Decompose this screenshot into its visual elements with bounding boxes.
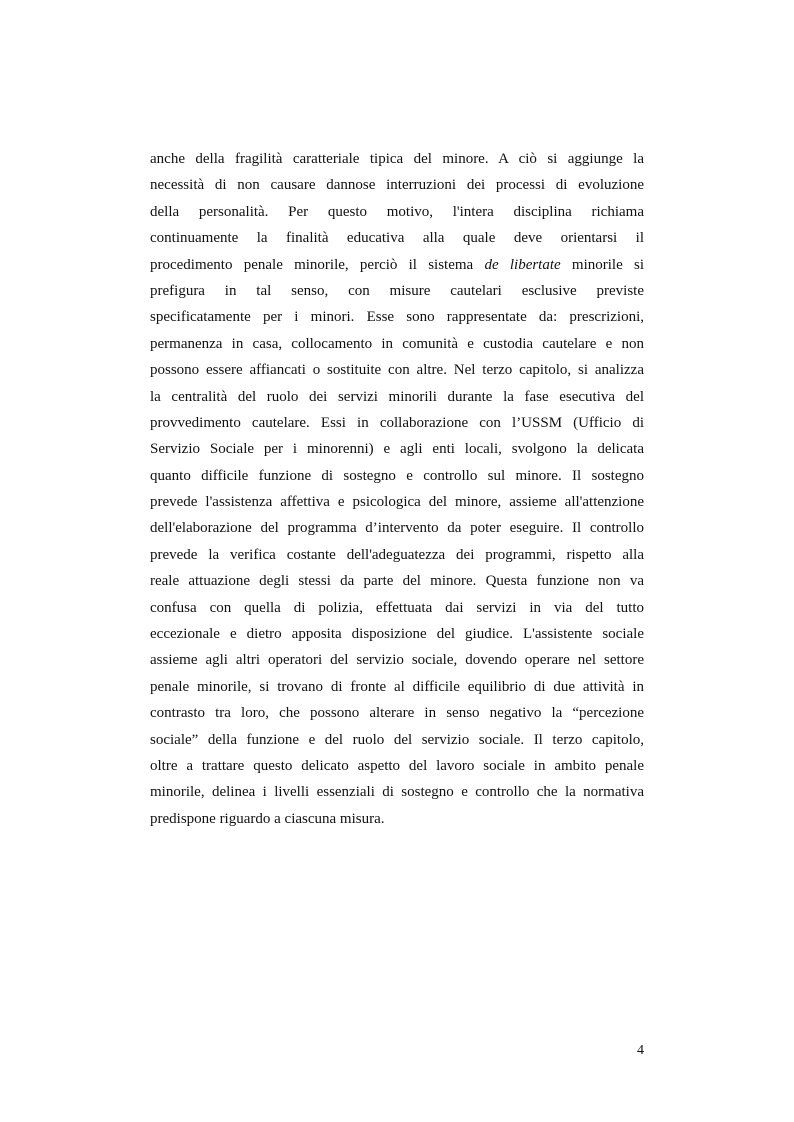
body-paragraph xyxy=(150,146,644,832)
text-line: assieme agli altri operatori del servizio sociale, dovendo operare nel settore xyxy=(150,652,644,669)
text-line: contrasto tra loro, che possono alterare in senso negativo la “percezione xyxy=(150,705,644,722)
text-line: possono essere affiancati o sostituite con altre. Nel terzo capitolo, si analizza xyxy=(150,362,644,379)
text-line-last: predispone riguardo a ciascuna misura. xyxy=(150,810,385,827)
text-line: prevede la verifica costante dell'adeguatezza dei programmi, rispetto alla xyxy=(150,546,644,563)
text-line: prevede l'assistenza affettiva e psicologica del minore, assieme all'attenzione xyxy=(150,494,644,511)
text-line: dell'elaborazione del programma d’intervento da poter eseguire. Il controllo xyxy=(150,520,644,537)
text-line: quanto difficile funzione di sostegno e controllo sul minore. Il sostegno xyxy=(150,467,644,484)
text-line: provvedimento cautelare. Essi in collaborazione con l’USSM (Ufficio di xyxy=(150,414,644,431)
text-line: la centralità del ruolo dei servizi minorili durante la fase esecutiva del xyxy=(150,388,644,405)
page-number: 4 xyxy=(637,1043,644,1058)
text-line: reale attuazione degli stessi da parte del minore. Questa funzione non va xyxy=(150,573,644,590)
text-line: necessità di non causare dannose interruzioni dei processi di evoluzione xyxy=(150,177,644,194)
text-line: confusa con quella di polizia, effettuata dai servizi in via del tutto xyxy=(150,599,644,616)
text-line: permanenza in casa, collocamento in comunità e custodia cautelare e non xyxy=(150,335,644,352)
text-line: prefigura in tal senso, con misure cautelari esclusive previste xyxy=(150,282,644,299)
text-line: minorile, delinea i livelli essenziali di sostegno e controllo che la normativa xyxy=(150,784,644,801)
text-line-with-italic xyxy=(150,252,644,278)
text-line: penale minorile, si trovano di fronte al difficile equilibrio di due attività in xyxy=(150,678,644,695)
text-line: anche della fragilità caratteriale tipica del minore. A ciò si aggiunge la xyxy=(150,151,644,167)
text-line: eccezionale e dietro apposita disposizione del giudice. L'assistente sociale xyxy=(150,626,644,643)
italic-latin-phrase: de libertate xyxy=(484,256,561,273)
text-line: sociale” della funzione e del ruolo del servizio sociale. Il terzo capitolo, xyxy=(150,731,644,748)
text-line: oltre a trattare questo delicato aspetto del lavoro sociale in ambito penale xyxy=(150,757,644,774)
text-line: della personalità. Per questo motivo, l'intera disciplina richiama xyxy=(150,203,644,220)
text-line: continuamente la finalità educativa alla quale deve orientarsi il xyxy=(150,230,644,247)
text-segment: procedimento penale minorile, perciò il sistema xyxy=(150,256,485,273)
text-segment: minorile si xyxy=(560,256,645,273)
text-line: Servizio Sociale per i minorenni) e agli enti locali, svolgono la delicata xyxy=(150,441,644,458)
text-line: specificatamente per i minori. Esse sono rappresentate da: prescrizioni, xyxy=(150,309,644,326)
